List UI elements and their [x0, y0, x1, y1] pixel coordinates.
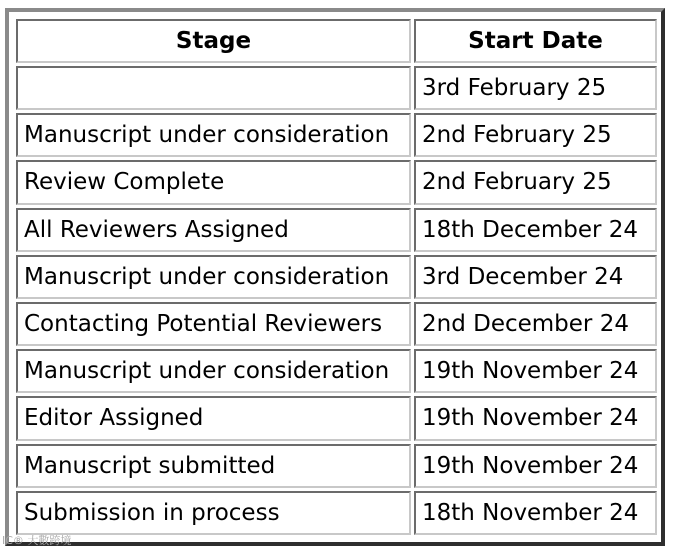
start-date-cell: 2nd February 25: [414, 160, 657, 204]
table-row: [16, 255, 657, 299]
stage-cell: [16, 66, 411, 110]
start-date-cell: 19th November 24: [414, 349, 657, 393]
stage-cell: Review Complete: [16, 160, 411, 204]
table-row: [16, 444, 657, 488]
table-row: [16, 160, 657, 204]
table-row: [16, 491, 657, 535]
start-date-cell: 19th November 24: [414, 396, 657, 440]
stage-cell: Manuscript under consideration: [16, 255, 411, 299]
start-date-cell: 19th November 24: [414, 444, 657, 488]
status-history-table: [13, 16, 660, 538]
stage-cell: Manuscript submitted: [16, 444, 411, 488]
start-date-cell: 3rd February 25: [414, 66, 657, 110]
table-row: [16, 66, 657, 110]
stage-cell: All Reviewers Assigned: [16, 208, 411, 252]
table-row: [16, 113, 657, 157]
start-date-cell: 18th December 24: [414, 208, 657, 252]
stage-cell: Manuscript under consideration: [16, 113, 411, 157]
table-header-row: [16, 19, 657, 63]
table-row: [16, 396, 657, 440]
start-date-cell: 3rd December 24: [414, 255, 657, 299]
stage-cell: Submission in process: [16, 491, 411, 535]
start-date-cell: 2nd February 25: [414, 113, 657, 157]
watermark-text: IC® 大數跨境: [2, 534, 72, 547]
table-row: [16, 208, 657, 252]
column-header-start-date: Start Date: [414, 19, 657, 63]
stage-cell: Editor Assigned: [16, 396, 411, 440]
start-date-cell: 2nd December 24: [414, 302, 657, 346]
column-header-stage: Stage: [16, 19, 411, 63]
table-row: [16, 349, 657, 393]
stage-cell: Contacting Potential Reviewers: [16, 302, 411, 346]
stage-cell: Manuscript under consideration: [16, 349, 411, 393]
table-row: [16, 302, 657, 346]
start-date-cell: 18th November 24: [414, 491, 657, 535]
status-history-frame: [5, 8, 665, 546]
